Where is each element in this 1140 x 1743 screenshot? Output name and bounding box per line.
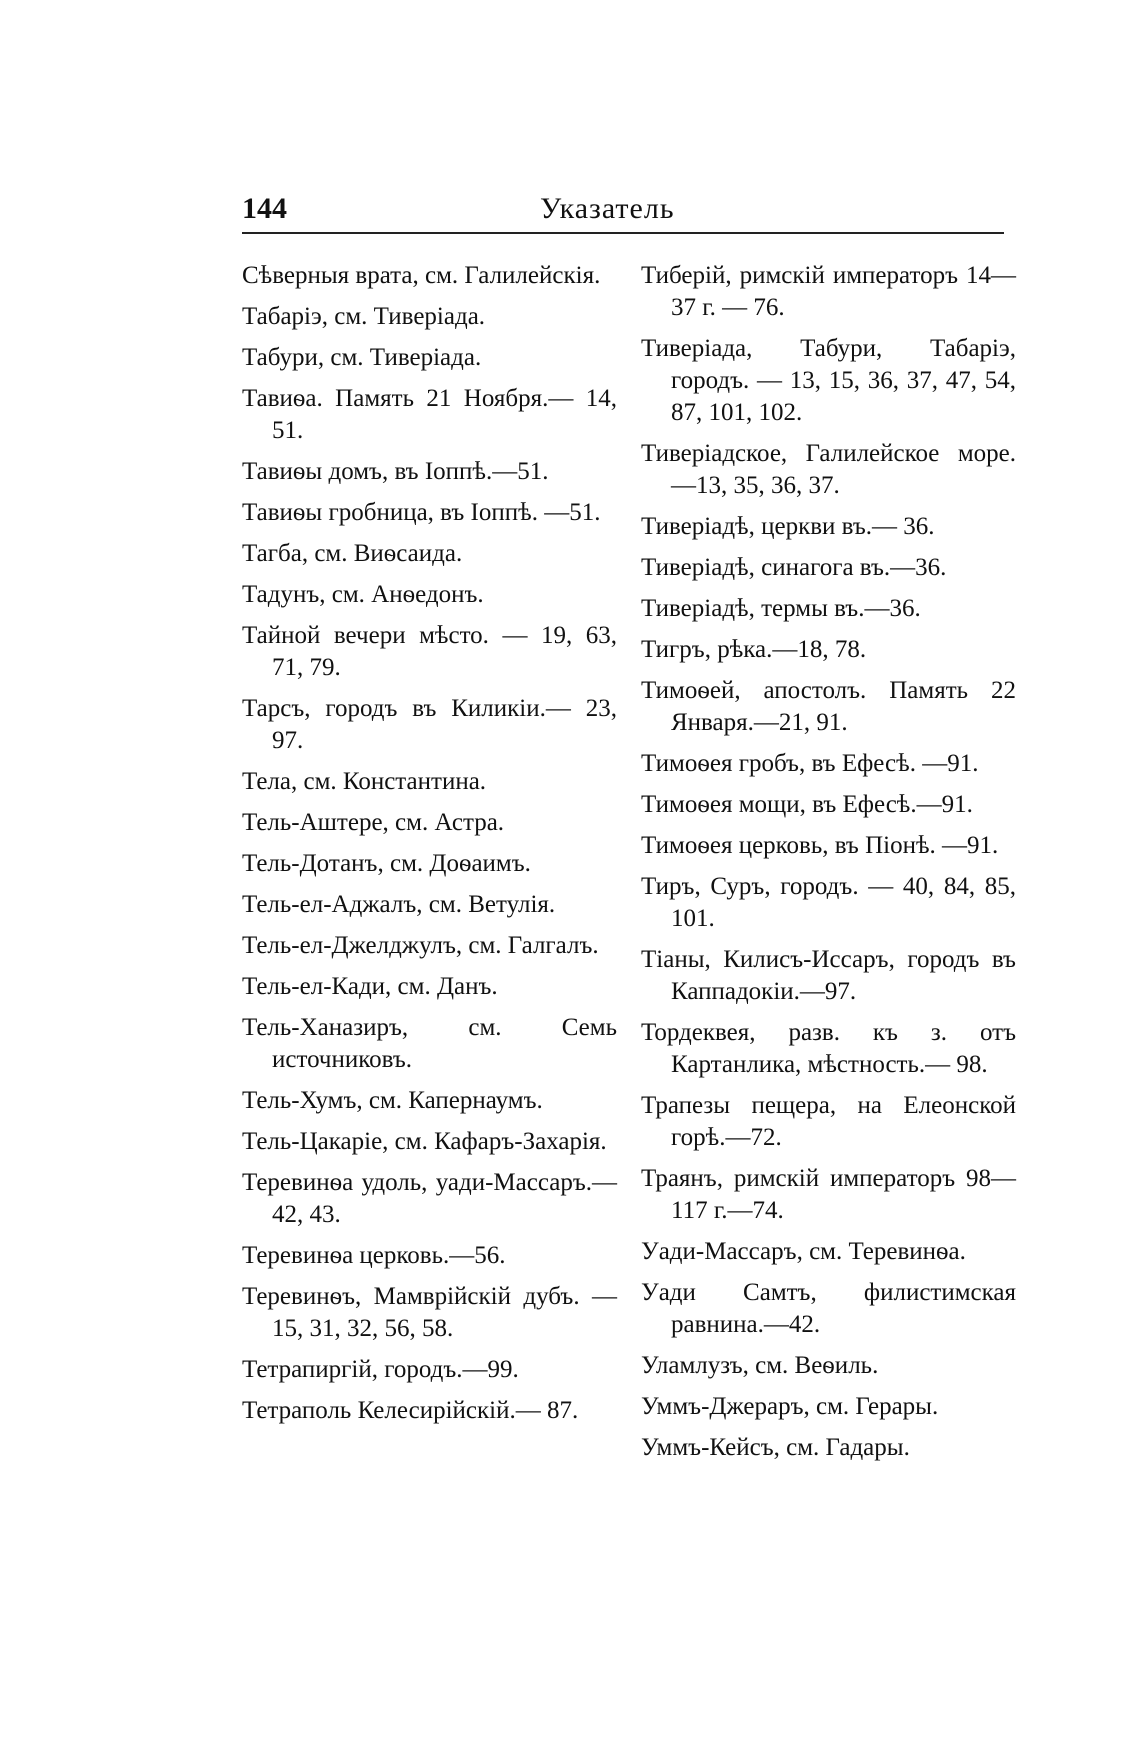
index-entry: Уади Самтъ, филистимская равнина.—42. xyxy=(641,1279,1016,1338)
left-column xyxy=(242,260,617,1436)
index-entry: Тавиѳа. Память 21 Ноября.— 14, 51. xyxy=(242,385,617,444)
index-entry: Теревинѳа церковь.—56. xyxy=(242,1242,506,1269)
index-entry: Тиверіада, Табури, Табаріэ, городъ. — 13, 15, 36, 37, 47, 54, 87, 101, 102. xyxy=(641,335,1016,426)
index-entry: Тайной вечери мѣсто. — 19, 63, 71, 79. xyxy=(242,622,617,681)
index-entry: Тель-ел-Джелджулъ, см. Галгалъ. xyxy=(242,932,599,959)
index-entry: Тіаны, Килисъ-Иссаръ, городъ въ Каппадокіи.—97. xyxy=(641,946,1016,1005)
index-entry: Тела, см. Константина. xyxy=(242,768,487,795)
running-head: Указатель xyxy=(540,192,675,225)
index-entry: Трапезы пещера, на Елеонской горѣ.—72. xyxy=(641,1092,1016,1151)
index-entry: Уммъ-Кейсъ, см. Гадары. xyxy=(641,1434,910,1461)
index-entry: Тордеквея, разв. къ з. отъ Картанлика, мѣстность.— 98. xyxy=(641,1019,1016,1078)
page-header xyxy=(242,192,1004,232)
index-entry: Тетрапиргій, городъ.—99. xyxy=(242,1356,519,1383)
index-entry: Тиръ, Суръ, городъ. — 40, 84, 85, 101. xyxy=(641,873,1016,932)
index-entry: Траянъ, римскій императоръ 98—117 г.—74. xyxy=(641,1165,1016,1224)
index-entry: Тарсъ, городъ въ Киликіи.— 23, 97. xyxy=(242,695,617,754)
index-entry: Тиберій, римскій императоръ 14—37 г. — 76. xyxy=(641,262,1016,321)
index-entry: Тадунъ, см. Анѳедонъ. xyxy=(242,581,484,608)
index-entry: Тимоѳея гробъ, въ Ефесѣ. —91. xyxy=(641,750,979,777)
index-entry: Уммъ-Джераръ, см. Герары. xyxy=(641,1393,939,1420)
page-number: 144 xyxy=(242,192,287,225)
index-entry: Тимоѳея церковь, въ Піонѣ. —91. xyxy=(641,832,999,859)
index-entry: Тель-Цакаріе, см. Кафаръ-Захарія. xyxy=(242,1128,607,1155)
index-entry: Сѣверныя врата, см. Галилейскія. xyxy=(242,262,601,289)
index-entry: Тель-ел-Кади, см. Данъ. xyxy=(242,973,498,1000)
index-entry: Тель-ел-Аджалъ, см. Ветулія. xyxy=(242,891,556,918)
index-entry: Уламлузъ, см. Веѳиль. xyxy=(641,1352,879,1379)
index-entry: Тиверіадѣ, церкви въ.— 36. xyxy=(641,513,935,540)
index-entry: Тель-Ханазиръ, см. Семь источниковъ. xyxy=(242,1014,617,1073)
index-entry: Теревинѳъ, Мамврійскій дубъ. —15, 31, 32, 56, 58. xyxy=(242,1283,617,1342)
right-column xyxy=(641,260,1016,1473)
header-rule xyxy=(242,232,1004,234)
index-entry: Тиверіадское, Галилейское море.—13, 35, 36, 37. xyxy=(641,440,1016,499)
index-entry: Тетраполь Келесирійскій.— 87. xyxy=(242,1397,579,1424)
index-entry: Тиверіадѣ, синагога въ.—36. xyxy=(641,554,947,581)
index-entry: Тель-Хумъ, см. Капернаумъ. xyxy=(242,1087,543,1114)
index-entry: Тигръ, рѣка.—18, 78. xyxy=(641,636,867,663)
index-entry: Тавиѳы домъ, въ Іоппѣ.—51. xyxy=(242,458,549,485)
index-entry: Тимоѳей, апостолъ. Память 22 Января.—21, 91. xyxy=(641,677,1016,736)
index-entry: Тавиѳы гробница, въ Іоппѣ. —51. xyxy=(242,499,601,526)
index-entry: Уади-Массаръ, см. Теревинѳа. xyxy=(641,1238,966,1265)
index-entry: Теревинѳа удоль, уади-Массаръ.—42, 43. xyxy=(242,1169,617,1228)
index-entry: Тель-Дотанъ, см. Доѳаимъ. xyxy=(242,850,531,877)
index-entry: Тагба, см. Виѳсаида. xyxy=(242,540,463,567)
index-entry: Тимоѳея мощи, въ Ефесѣ.—91. xyxy=(641,791,973,818)
index-entry: Табури, см. Тивеpiада. xyxy=(242,344,482,371)
index-entry: Тель-Аштере, см. Астра. xyxy=(242,809,505,836)
index-entry: Тиверіадѣ, термы въ.—36. xyxy=(641,595,921,622)
index-entry: Табаріэ, см. Тивеpiада. xyxy=(242,303,486,330)
